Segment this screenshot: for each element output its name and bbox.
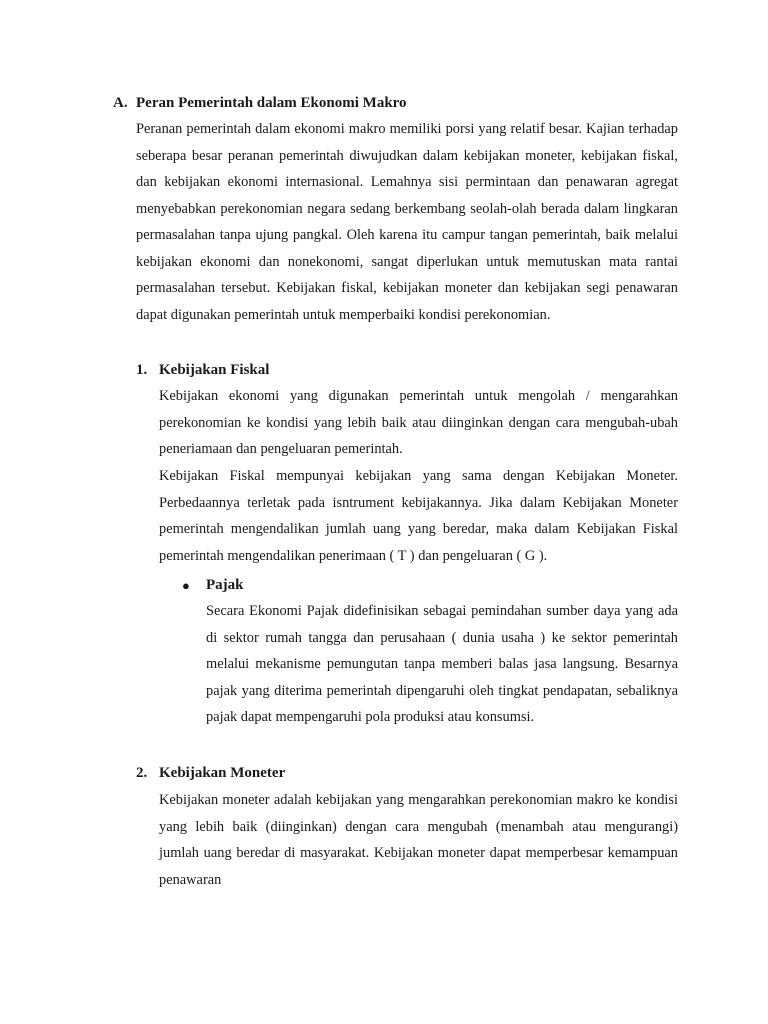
section-a-paragraph: Peranan pemerintah dalam ekonomi makro memiliki porsi yang relatif besar. Kajian terhadap seberapa besar peranan pemerintah diwujudkan dalam kebijakan moneter, kebijakan fiskal, dan kebijakan ekonomi internasional. Lemahnya sisi permintaan dan penawaran agregat menyebabkan perekonomian negara sedang berkembang seolah-olah berada dalam lingkaran permasalahan tanpa ujung pangkal. Oleh karena itu campur tangan pemerintah, baik melalui kebijakan ekonomi dan nonekonomi, sangat diperlukan untuk memutuskan mata rantai permasalahan tersebut. Kebijakan fiskal, kebijakan moneter dan kebijakan segi penawaran dapat digunakan pemerintah untuk memperbaiki kondisi perekonomian.	[136, 121, 678, 323]
moneter-paragraph: Kebijakan moneter adalah kebijakan yang mengarahkan perekonomian makro ke kondisi yang lebih baik (diinginkan) dengan cara mengubah (menambah atau mengurangi) jumlah uang beredar di masyarakat. Kebijakan moneter dapat memperbesar kemampuan penawaran	[159, 792, 678, 888]
bullet-icon: ●	[182, 578, 190, 593]
pajak-paragraph: Secara Ekonomi Pajak didefinisikan sebagai pemindahan sumber daya yang ada di sektor rumah tangga dan perusahaan ( dunia usaha ) ke sektor pemerintah melalui mekanisme pemungutan tanpa memberi balas jasa langsung. Besarnya pajak yang diterima pemerintah dipengaruhi oleh tingkat pendapatan, sebaliknya pajak dapat mempengaruhi pola produksi atau konsumsi.	[206, 603, 678, 725]
fiskal-marker: 1.	[136, 362, 148, 378]
fiskal-heading: Kebijakan Fiskal	[159, 362, 270, 378]
moneter-marker: 2.	[136, 765, 148, 781]
section-a-heading: Peran Pemerintah dalam Ekonomi Makro	[136, 95, 407, 111]
moneter-heading: Kebijakan Moneter	[159, 765, 286, 781]
section-a-marker: A.	[113, 95, 128, 111]
pajak-heading: Pajak	[206, 577, 244, 593]
fiskal-paragraph-1: Kebijakan ekonomi yang digunakan pemerintah untuk mengolah / mengarahkan perekonomian ke kondisi yang lebih baik atau diinginkan dengan cara mengubah-ubah peneriamaan dan pengeluaran pemerintah.	[159, 388, 678, 457]
fiskal-paragraph-2: Kebijakan Fiskal mempunyai kebijakan yang sama dengan Kebijakan Moneter. Perbedaannya terletak pada isntrument kebijakannya. Jika dalam Kebijakan Moneter pemerintah mengendalikan jumlah uang yang beredar, maka dalam Kebijakan Fiskal pemerintah mengendalikan penerimaan ( T ) dan pengeluaran ( G ).	[159, 468, 678, 564]
